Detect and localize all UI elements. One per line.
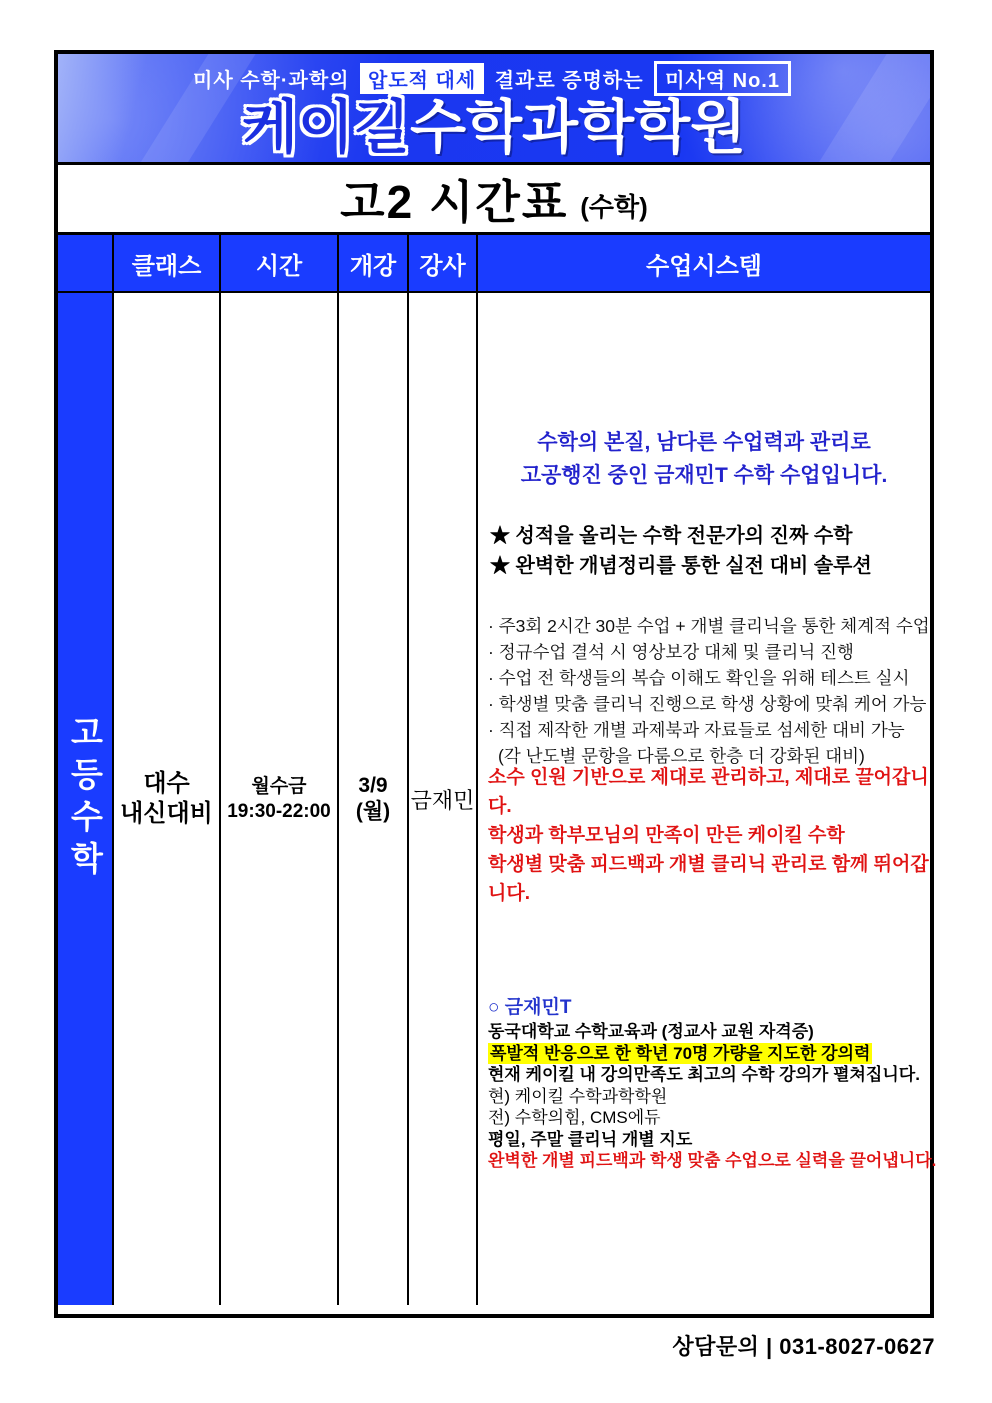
system-cell — [478, 293, 937, 1305]
bullet-item: · 정규수업 결석 시 영상보강 대체 및 클리닉 진행 — [488, 642, 854, 662]
time-days: 월수금 — [251, 776, 307, 797]
intro-text — [478, 426, 930, 492]
open-date: 3/9 — [358, 774, 388, 797]
category-vertical-label: 고등수학 — [66, 715, 104, 883]
tagline-middle: 결과로 증명하는 — [494, 70, 644, 92]
star-line: ★ 완벽한 개념정리를 통한 실전 대비 솔루션 — [490, 555, 872, 577]
teacher-bio — [488, 995, 936, 1172]
bio-teacher-title: ○ 금재민T — [488, 997, 572, 1018]
tagline-prefix: 미사 수학·과학의 — [193, 70, 350, 92]
page-title — [58, 165, 930, 235]
teacher-cell — [409, 293, 478, 1305]
tagline-badge-outlined: 미사역 No.1 — [654, 61, 791, 96]
class-name-line1: 대수 — [143, 770, 190, 797]
intro-line: 고공행진 중인 금재민T 수학 수업입니다. — [520, 464, 888, 487]
red-line: 학생과 학부모님의 만족이 만든 케이킬 수학 — [488, 825, 845, 846]
header-cell-open: 개강 — [339, 235, 409, 291]
title-subject: (수학) — [580, 192, 648, 222]
red-emphasis-lines — [488, 763, 930, 908]
academy-banner — [58, 54, 930, 165]
banner-tagline — [58, 61, 930, 96]
intro-line: 수학의 본질, 남다른 수업력과 관리로 — [537, 431, 871, 454]
bullet-item-note: (각 난도별 문항을 다룸으로 한층 더 강화된 대비) — [498, 746, 865, 766]
logo-highlight-text: 케이길 — [241, 95, 410, 160]
red-line: 학생별 맞춤 피드백과 개별 클리닉 관리로 함께 뛰어갑니다. — [488, 854, 929, 904]
contact-footer: 상담문의 | 031-8027-0627 — [672, 1334, 935, 1359]
logo-rest-text: 수학과학학원 — [409, 95, 747, 160]
table-header-row — [58, 235, 930, 293]
tagline-badge-filled: 압도적 대세 — [360, 63, 484, 94]
header-cell-empty — [58, 235, 114, 291]
time-cell — [221, 293, 339, 1305]
bullet-item: · 주3회 2시간 30분 수업 + 개별 클리닉을 통한 체계적 수업 — [488, 616, 930, 636]
header-cell-class: 클래스 — [114, 235, 221, 291]
open-weekday: (월) — [355, 800, 391, 823]
bullet-item: · 학생별 맞춤 클리닉 진행으로 학생 상황에 맞춰 케어 가능 — [488, 694, 927, 714]
bio-highlighted-credential: 폭발적 반응으로 한 학년 70명 가량을 지도한 강의력 — [490, 1043, 871, 1063]
star-line: ★ 성적을 올리는 수학 전문가의 진짜 수학 — [490, 525, 853, 547]
class-cell — [114, 293, 221, 1305]
teacher-name: 금재민 — [410, 787, 475, 813]
header-cell-teacher: 강사 — [409, 235, 478, 291]
bullet-item: · 수업 전 학생들의 복습 이해도 확인을 위해 테스트 실시 — [488, 668, 910, 688]
bio-clinic-info: 평일, 주말 클리닉 개별 지도 — [488, 1129, 693, 1149]
bio-education: 동국대학교 수학교육과 (정교사 교원 자격증) — [488, 1022, 814, 1041]
title-main: 고2 시간표 — [340, 175, 569, 228]
time-hours: 19:30-22:00 — [227, 801, 331, 822]
category-cell — [58, 293, 114, 1305]
class-name-line2: 내신대비 — [120, 800, 213, 827]
bio-red-closing: 완벽한 개별 피드백과 학생 맞춤 수업으로 실력을 끌어냅니다. — [488, 1151, 937, 1170]
bullet-list — [488, 613, 930, 769]
bio-current-reputation: 현재 케이킬 내 강의만족도 최고의 수학 강의가 펼쳐집니다. — [488, 1065, 920, 1084]
academy-logo — [58, 97, 930, 159]
bullet-item: · 직접 제작한 개별 과제북과 자료들로 섬세한 대비 가능 — [488, 720, 905, 740]
open-date-cell — [339, 293, 409, 1305]
header-cell-system: 수업시스템 — [646, 252, 762, 280]
header-cell-time: 시간 — [221, 235, 339, 291]
table-row — [58, 293, 937, 1305]
bio-current-position: 현) 케이킬 수학과학학원 — [488, 1086, 668, 1106]
bio-previous-position: 전) 수학의힘, CMS에듀 — [488, 1108, 661, 1127]
red-line: 소수 인원 기반으로 제대로 관리하고, 제대로 끌어갑니다. — [488, 767, 929, 817]
timetable-document — [54, 50, 937, 1318]
star-points — [490, 521, 872, 581]
